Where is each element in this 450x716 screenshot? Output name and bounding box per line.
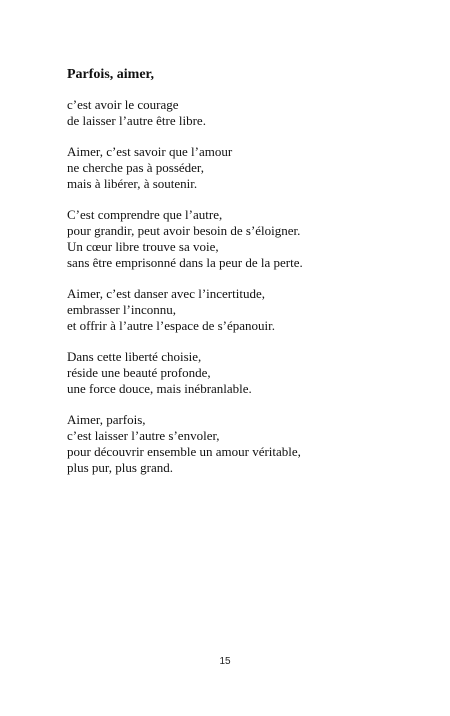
- poem-line: pour grandir, peut avoir besoin de s’éloigner.: [67, 223, 301, 238]
- poem-line: ne cherche pas à posséder,: [67, 160, 204, 175]
- poem-line: sans être emprisonné dans la peur de la perte.: [67, 255, 303, 270]
- poem: [67, 66, 407, 491]
- stanza-4: [67, 286, 407, 334]
- stanza-2: [67, 144, 407, 192]
- poem-line: plus pur, plus grand.: [67, 460, 173, 475]
- poem-line: Aimer, parfois,: [67, 412, 146, 427]
- poem-line: une force douce, mais inébranlable.: [67, 381, 252, 396]
- poem-line: C’est comprendre que l’autre,: [67, 207, 223, 222]
- poem-line: réside une beauté profonde,: [67, 365, 211, 380]
- stanza-6: [67, 412, 407, 476]
- poem-title: Parfois, aimer,: [67, 67, 154, 82]
- poem-line: embrasser l’inconnu,: [67, 302, 177, 317]
- poem-line: c’est laisser l’autre s’envoler,: [67, 428, 220, 443]
- poem-line: Dans cette liberté choisie,: [67, 349, 202, 364]
- poem-line: de laisser l’autre être libre.: [67, 113, 206, 128]
- stanza-5: [67, 349, 407, 397]
- poem-line: Aimer, c’est savoir que l’amour: [67, 144, 233, 159]
- poem-line: et offrir à l’autre l’espace de s’épanouir.: [67, 318, 276, 333]
- poem-line: Aimer, c’est danser avec l’incertitude,: [67, 286, 265, 301]
- poem-line: c’est avoir le courage: [67, 97, 179, 112]
- poem-line: pour découvrir ensemble un amour véritable,: [67, 444, 301, 459]
- poem-line: mais à libérer, à soutenir.: [67, 176, 198, 191]
- stanza-1: [67, 97, 407, 129]
- stanza-3: [67, 207, 407, 271]
- poem-line: Un cœur libre trouve sa voie,: [67, 239, 219, 254]
- page-number: 15: [219, 656, 231, 667]
